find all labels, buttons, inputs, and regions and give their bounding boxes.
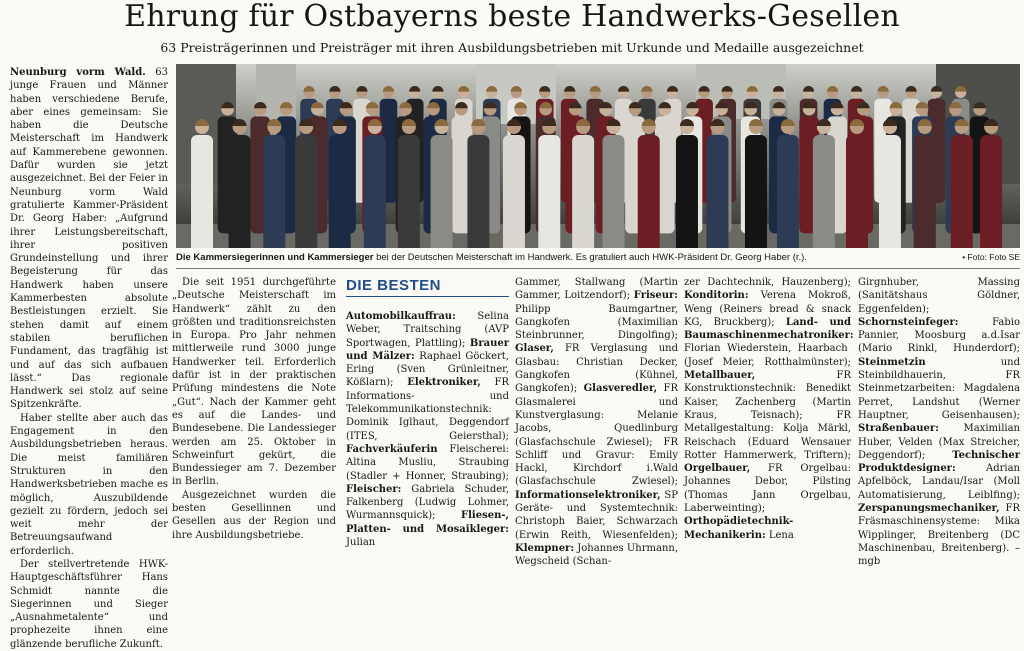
- category-label: Konditorin:: [684, 290, 749, 302]
- winner-entry: Johannes Uhrmann, Wegscheid (Schan-: [515, 542, 678, 568]
- winner-entry: Girgnhuber, Massing (Sanitätshaus Göldner, Eggenfelden);: [858, 277, 1020, 315]
- winner-entry: Gabriela Schuder, Falkenberg (Ludwig Lohmer, Wurmannsquick);: [346, 483, 509, 522]
- photo-caption: [176, 251, 1020, 265]
- person-body: [229, 135, 251, 248]
- article-column-2: [172, 276, 336, 542]
- paragraph: Die seit 1951 durchgeführte „Deutsche Meisterschaft im Handwerk“ zählt zu den größten und traditionsreichsten in Europa. Pro Jahr nehmen mittlerweile rund 3000 junge Handwerker teil. Erforderlich dafür ist in der praktischen Prüfung mindestens die Note „Gut“. Nach der Kammer geht es auf die Landes- und Bundesebene. Die Landessieger werden am 25. Oktober in Schweinfurt gekürt, die Bundessieger am 7. Dezember in Berlin.: [172, 277, 336, 488]
- article-subheadline: 63 Preisträgerinnen und Preisträger mit ihren Ausbildungsbetrieben mit Urkunde und Medaille ausgezeichnet: [160, 40, 864, 55]
- person-body: [745, 135, 767, 248]
- winner-entry: Raphael Göckert, Ering (Sven Grünleitner, Kößlarn);: [346, 350, 509, 389]
- category-label: Informationselektroniker,: [515, 489, 661, 501]
- article-column-1: [10, 66, 168, 651]
- category-label: Schornsteinfeger:: [858, 316, 959, 328]
- winner-entry: Verena Mokroß, Weng (Reiners bread & snack KG, Bruckberg);: [684, 290, 851, 328]
- category-label: Straßenbauer:: [858, 423, 939, 435]
- winner-entry: Gammer, Stallwang (Martin Gammer, Loitzendorf);: [515, 277, 678, 302]
- person-body: [191, 135, 213, 248]
- category-label: Klempner:: [515, 542, 575, 554]
- category-label: Automobilkauffrau:: [346, 311, 456, 322]
- category-label: Brauer und Mälzer:: [346, 337, 509, 362]
- winner-entry: FR Informations- und Telekommunikationstechnik: Dominik Iglhaut, Deggendorf (ITES, Geiersthal);: [346, 377, 509, 442]
- winner-entry: FR Orgelbau: Johannes Debor, Pilsting (Thomas Jann Orgelbau, Laberweinting);: [684, 463, 851, 515]
- winners-column-2: [515, 276, 678, 569]
- people-group: [191, 86, 1002, 248]
- photo-credit: • Foto: Foto SE: [962, 252, 1020, 262]
- box-title-underline: [346, 296, 509, 297]
- winners-paragraph: [346, 310, 509, 549]
- winner-entry: Philipp Baumgartner, Gangkofen (Maximilian Steinbrunner, Dingolfing);: [515, 303, 678, 342]
- paragraph-text: 63 junge Frauen und Männer haben verschiedene Berufe, aber eines gemeinsam: Sie haben die Deutsche Meisterschaft im Handwerk auf Kammerebene gewonnen. Dafür wurden sie jetzt ausgezeichnet. Bei der Feier in Neunburg vorm Wald gratulierte Kammer-Präsident Dr. Georg Haber: „Aufgrund ihrer Leistungsbereitschaft, ihrer positiven Grundeinstellung und ihrer Begeisterung für das Handwerk haben unsere Kammerbesten absolute Bestleistungen erzielt. Sie stehen damit auf einem stabilen beruflichen Fundament, das tragfähig ist und auf das sich aufbauen lässt.“ Das regionale Handwerk sei stolz auf seine Spitzenkräfte.: [10, 67, 168, 411]
- category-label: Fachverkäuferin: [346, 443, 438, 455]
- photo-credit-text: Foto: Foto SE: [967, 252, 1020, 262]
- category-label: Land- und Baumaschinenmechatroniker:: [684, 316, 854, 342]
- winner-entry: Adrian Apfelböck, Landau/Isar (Moll Automatisierung, Leiblfing);: [858, 463, 1020, 501]
- person-body: [914, 135, 936, 248]
- person-body: [572, 135, 594, 248]
- winner-entry: Fleischerei: Altina Musliu, Straubing (Stadler + Honner, Straubing);: [346, 443, 509, 482]
- category-label: Orthopädietechnik-Mechanikerin:: [684, 516, 794, 541]
- winner-entry: SP Geräte- und Systemtechnik: Christoph Baier, Schwarzach (Erwin Reith, Wiesenfelden);: [515, 489, 678, 541]
- winner-entry: FR Glasmalerei und Kunstverglasung: Melanie Jacobs, Quedlinburg (Glasfachschule Zwiesel); FR Schliff und Gravur: Emily Hackl, Kirchdorf i.Wald (Glasfachschule Zwiesel);: [515, 383, 678, 488]
- person-body: [777, 135, 799, 248]
- winner-entry: zer Dachtechnik, Hauzenberg);: [684, 277, 851, 288]
- person-body: [263, 135, 285, 248]
- winner-entry: FR Konstruktionstechnik: Benedikt Kaiser, Zachenberg (Martin Kraus, Teisnach); FR Metallgestaltung: Kolja Märkl, Reischach (Eduard Wensauer Rotter Hammerwerk, Triftern);: [684, 370, 851, 461]
- article-headline: Ehrung für Ostbayerns beste Handwerks-Gesellen: [124, 0, 900, 34]
- person-body: [706, 135, 728, 248]
- caption-bold: Die Kammersiegerinnen und Kammersieger: [176, 252, 374, 263]
- person-body: [951, 135, 973, 248]
- category-label: Fliesen-, Platten- und Mosaikleger:: [346, 510, 509, 535]
- winners-column-1: [346, 310, 509, 549]
- winners-column-3: [684, 276, 854, 542]
- person-body: [846, 135, 868, 248]
- person-body: [467, 135, 489, 248]
- category-label: Glaser,: [515, 343, 554, 355]
- person-body: [980, 135, 1002, 248]
- category-label: Zerspanungsmechaniker,: [858, 503, 1000, 515]
- category-label: Fleischer:: [346, 483, 402, 495]
- caption-text: bei der Deutschen Meisterschaft im Handwerk. Es gratuliert auch HWK-Präsident Dr. Georg Haber (r.).: [373, 252, 807, 263]
- winner-entry: Julian: [346, 537, 376, 549]
- person-body: [398, 135, 420, 248]
- paragraph: [10, 66, 168, 412]
- group-photo-image: [176, 64, 1020, 248]
- winner-entry: Lena: [765, 529, 794, 541]
- person-body: [602, 135, 624, 248]
- category-label: Metallbauer,: [684, 370, 756, 382]
- group-photo: [176, 64, 1020, 248]
- winner-entry: Fabio Pannier, Moosburg a.d.Isar (Mario Rinkl, Hunderdorf);: [858, 316, 1020, 355]
- winner-entry: Selina Weber, Traitsching (AVP Sportwagen, Plattling);: [346, 311, 509, 349]
- winner-entry: FR Verglasung und Glasbau: Christian Decker, Gangkofen (Kühnel, Gangkofen);: [515, 343, 678, 395]
- box-title: DIE BESTEN: [346, 277, 442, 294]
- winners-paragraph: [684, 276, 854, 542]
- person-body: [503, 135, 525, 248]
- category-label: Technischer Produktdesigner:: [858, 449, 1020, 475]
- category-label: Orgelbauer,: [684, 463, 751, 475]
- divider: [176, 268, 1020, 269]
- person-body: [813, 135, 835, 248]
- person-body: [676, 135, 698, 248]
- category-label: Steinmetzin: [858, 356, 926, 368]
- person-body: [879, 135, 901, 248]
- person-body: [431, 135, 453, 248]
- person-body: [638, 135, 660, 248]
- winner-entry: Maximilian Huber, Velden (Max Streicher, Deggendorf);: [858, 423, 1020, 461]
- paragraph: Haber stellte aber auch das Engagement in den Ausbildungsbetrieben heraus. Die meist familiären Strukturen in den Handwerksbetrieben mache es möglich, Auszubildende gezielt zu fördern, jedoch sei weit mehr der Betreuungsaufwand erforderlich.: [10, 412, 168, 557]
- category-label: Friseur:: [633, 290, 678, 302]
- winner-entry: FR Fräsmaschinensysteme: Mika Wipplinger, Breitenberg (DC Maschinenbau, Breitenberg).: [858, 503, 1020, 554]
- dateline: Neunburg vorm Wald.: [10, 67, 146, 78]
- winners-paragraph: [515, 276, 678, 569]
- person-body: [329, 135, 351, 248]
- person-body: [364, 135, 386, 248]
- winner-entry: Florian Wiederstein, Haarbach (Josef Meier, Rotthalmünster);: [684, 343, 851, 368]
- winners-paragraph: [858, 276, 1020, 569]
- person-body: [295, 135, 317, 248]
- paragraph: Ausgezeichnet wurden die besten Gesellinnen und Gesellen aus der Region und ihre Ausbildungsbetriebe.: [172, 489, 336, 541]
- category-label: Elektroniker,: [407, 377, 481, 389]
- winner-entry: und Steinbildhauerin, FR Steinmetzarbeiten: Magdalena Perret, Landshut (Werner Hauptner, Geisenhausen);: [858, 356, 1020, 421]
- winner-entry: – mgb: [858, 542, 1020, 568]
- category-label: Glasveredler,: [583, 383, 658, 395]
- person-body: [538, 135, 560, 248]
- paragraph: Der stellvertretende HWK-Hauptgeschäftsführer Hans Schmidt nannte die Siegerinnen und Sieger „Ausnahmetalente“ und prophezeite ihnen eine glänzende berufliche Zukunft.: [10, 558, 168, 650]
- winners-column-4: [858, 276, 1020, 569]
